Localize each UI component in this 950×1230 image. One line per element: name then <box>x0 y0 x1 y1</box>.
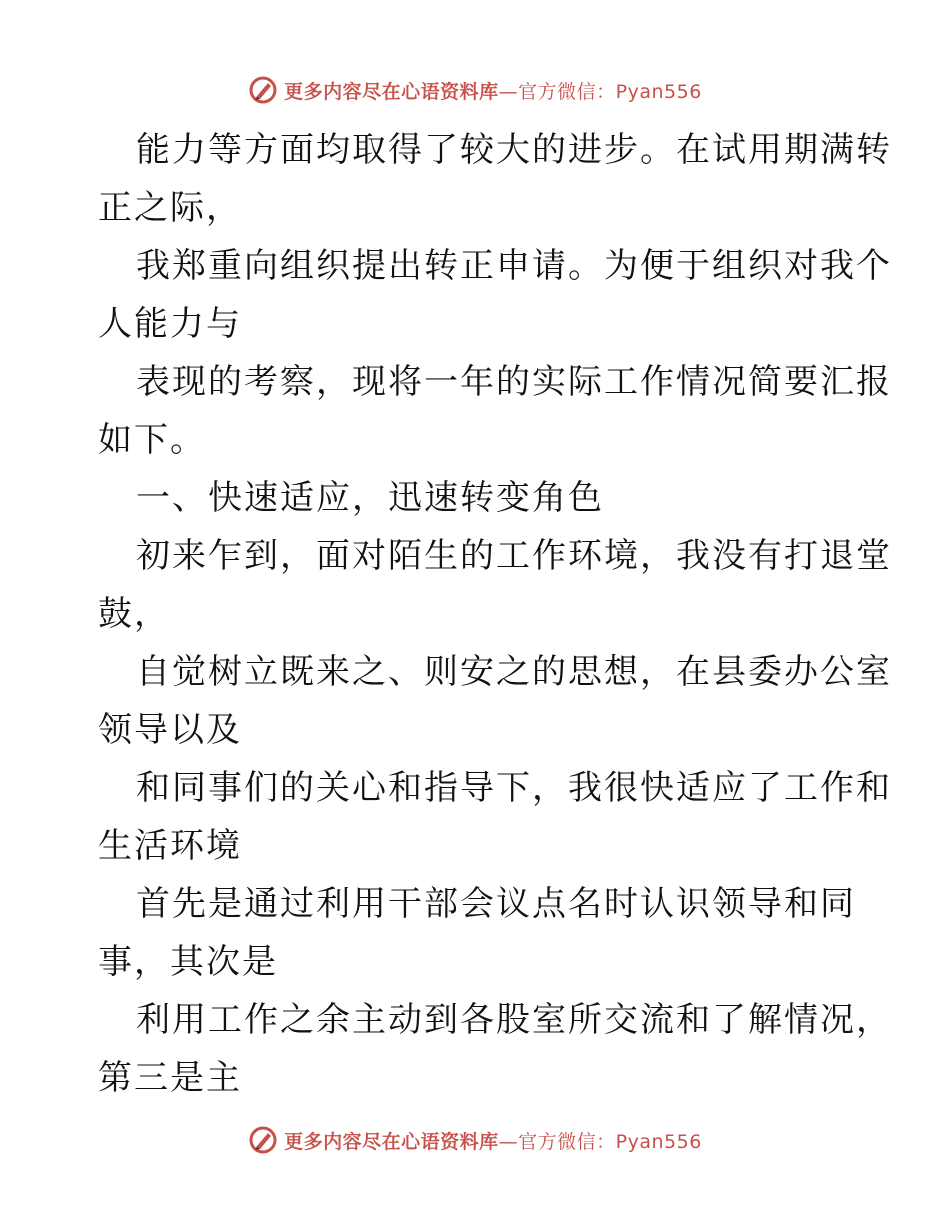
paragraph <box>98 875 858 991</box>
paragraph <box>98 353 892 469</box>
banner-wechat-text: —官方微信：Pyan556 <box>498 1130 702 1153</box>
paragraph-line: 自觉树立既来之、则安之的思想，在县委办公室 <box>136 652 892 692</box>
paragraph-line: 我郑重向组织提出转正申请。为便于组织对我个 <box>136 246 892 286</box>
pen-logo-icon <box>248 75 278 105</box>
document-body <box>98 121 892 1107</box>
paragraph-line: 领导以及 <box>98 710 242 750</box>
heading-line: 一、快速适应，迅速转变角色 <box>136 478 604 518</box>
banner-main-text: 更多内容尽在心语资料库 <box>284 1130 499 1153</box>
paragraph <box>98 121 892 237</box>
footer-watermark-banner <box>0 1120 950 1160</box>
banner-main-text: 更多内容尽在心语资料库 <box>284 80 499 103</box>
pen-logo-icon <box>248 1125 278 1155</box>
section-heading <box>98 469 858 527</box>
paragraph-line: 鼓， <box>98 594 170 634</box>
paragraph <box>98 643 892 759</box>
paragraph-line: 表现的考察，现将一年的实际工作情况简要汇报 <box>136 362 892 402</box>
banner-wechat-text: —官方微信：Pyan556 <box>498 80 702 103</box>
paragraph-line: 第三是主 <box>98 1058 242 1098</box>
paragraph-line: 能力等方面均取得了较大的进步。在试用期满转 <box>136 130 892 170</box>
header-watermark-banner <box>0 70 950 110</box>
paragraph-line: 利用工作之余主动到各股室所交流和了解情况， <box>136 1000 892 1040</box>
paragraph-line: 首先是通过利用干部会议点名时认识领导和同 <box>136 884 856 924</box>
paragraph <box>98 237 892 353</box>
paragraph-line: 如下。 <box>98 420 206 460</box>
paragraph-line: 人能力与 <box>98 304 242 344</box>
paragraph-line: 和同事们的关心和指导下，我很快适应了工作和 <box>136 768 892 808</box>
paragraph <box>98 527 892 643</box>
paragraph-line: 正之际， <box>98 188 242 228</box>
paragraph <box>98 759 892 875</box>
paragraph-line: 生活环境 <box>98 826 242 866</box>
paragraph-line: 事，其次是 <box>98 942 278 982</box>
paragraph <box>98 991 892 1107</box>
paragraph-line: 初来乍到，面对陌生的工作环境，我没有打退堂 <box>136 536 892 576</box>
